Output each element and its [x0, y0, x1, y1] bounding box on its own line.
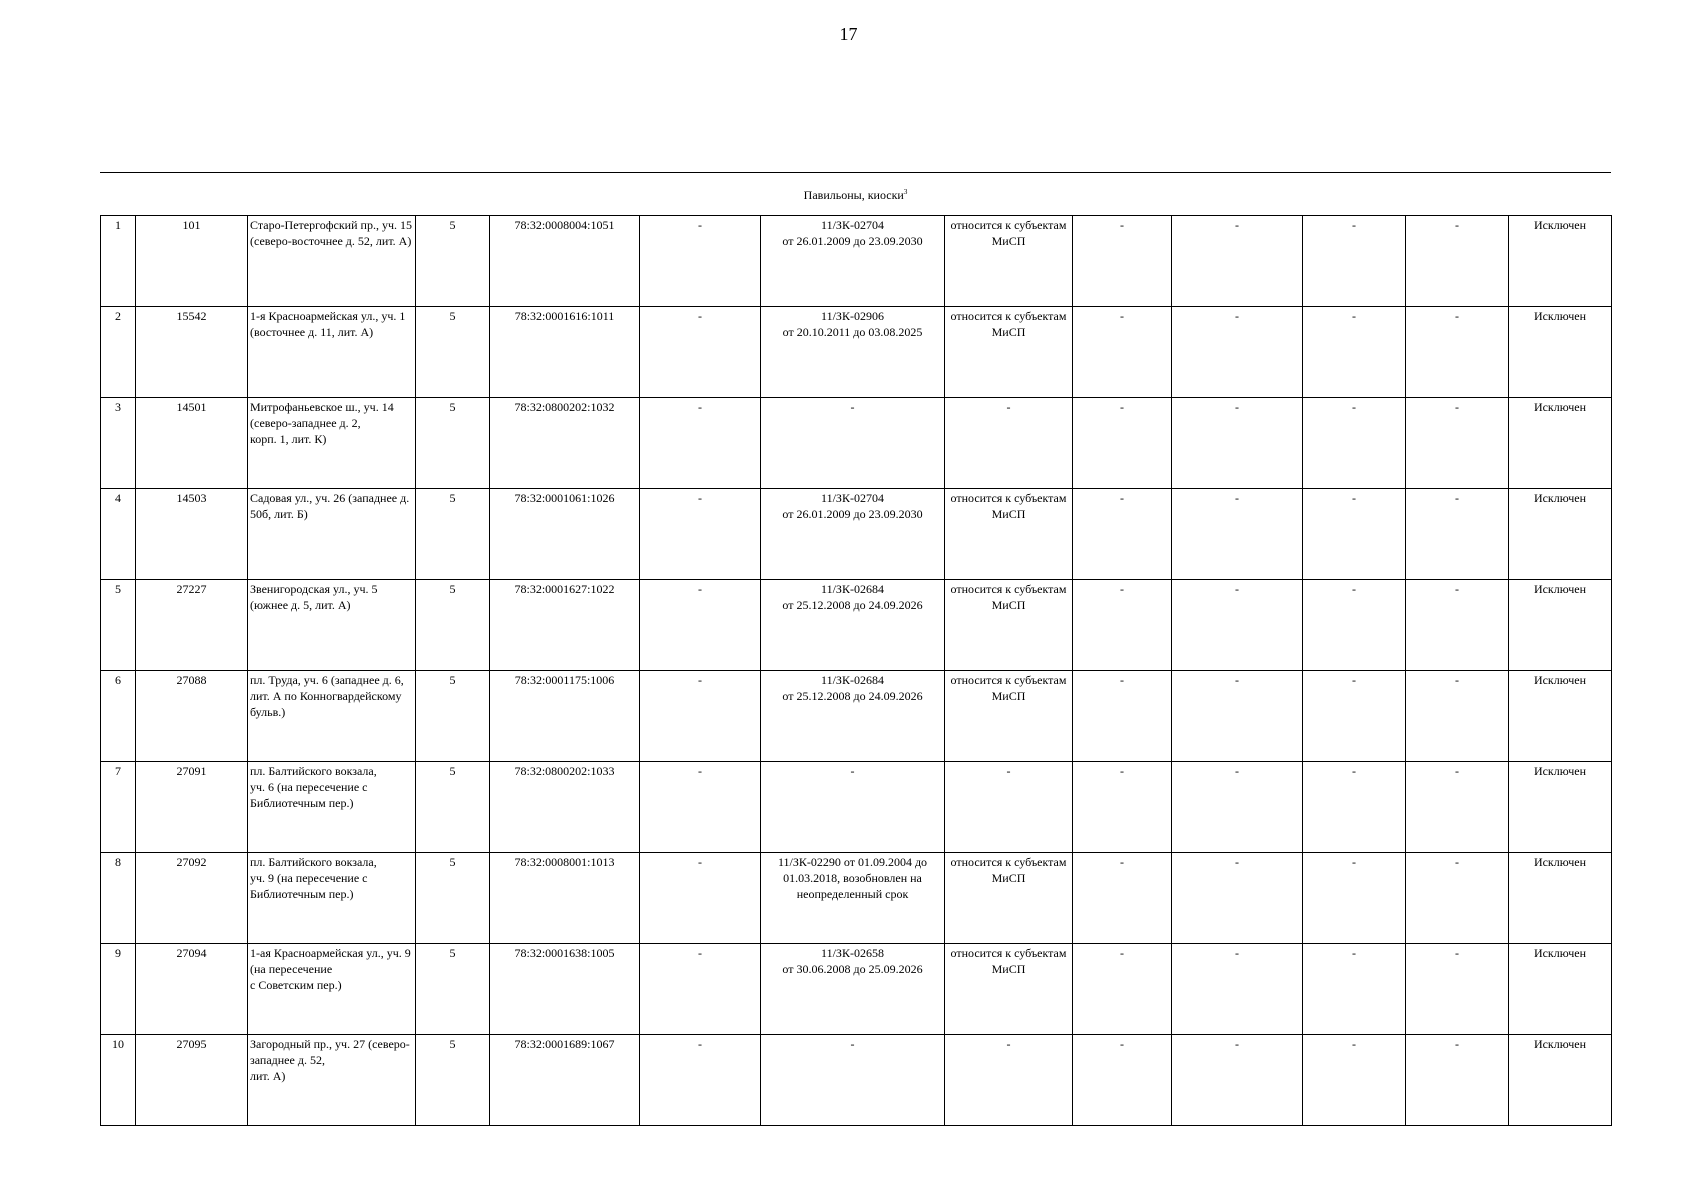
cell-col9: - — [1073, 944, 1172, 1035]
cell-col12: - — [1406, 489, 1509, 580]
cell-object-id: 14503 — [136, 489, 248, 580]
page-number: 17 — [839, 24, 858, 44]
cell-address: пл. Балтийского вокзала, уч. 9 (на пересечение с Библиотечным пер.) — [248, 853, 416, 944]
cell-col11: - — [1303, 671, 1406, 762]
cell-contract: - — [761, 762, 945, 853]
pavilions-table — [100, 215, 1612, 1126]
table-body — [101, 216, 1612, 1126]
cell-cadastral-number: 78:32:0001175:1006 — [490, 671, 640, 762]
cell-row-number: 7 — [101, 762, 136, 853]
cell-col6: - — [640, 580, 761, 671]
cell-col9: - — [1073, 671, 1172, 762]
cell-col12: - — [1406, 216, 1509, 307]
cell-col12: - — [1406, 580, 1509, 671]
cell-object-id: 15542 — [136, 307, 248, 398]
cell-cadastral-number: 78:32:0001689:1067 — [490, 1035, 640, 1126]
cell-col12: - — [1406, 944, 1509, 1035]
cell-col12: - — [1406, 398, 1509, 489]
cell-object-id: 27091 — [136, 762, 248, 853]
table-row — [101, 762, 1612, 853]
cell-col11: - — [1303, 1035, 1406, 1126]
cell-contract: 11/ЗК-02684 от 25.12.2008 до 24.09.2026 — [761, 580, 945, 671]
cell-contract: 11/ЗК-02704 от 26.01.2009 до 23.09.2030 — [761, 216, 945, 307]
cell-col6: - — [640, 762, 761, 853]
cell-col9: - — [1073, 398, 1172, 489]
cell-col12: - — [1406, 762, 1509, 853]
cell-col9: - — [1073, 853, 1172, 944]
cell-object-id: 27227 — [136, 580, 248, 671]
cell-contract: 11/ЗК-02290 от 01.09.2004 до 01.03.2018, возобновлен на неопределенный срок — [761, 853, 945, 944]
cell-status: Исключен — [1509, 580, 1612, 671]
cell-row-number: 9 — [101, 944, 136, 1035]
cell-address: Загородный пр., уч. 27 (северо-западнее д. 52, лит. А) — [248, 1035, 416, 1126]
table-row — [101, 216, 1612, 307]
cell-col10: - — [1172, 944, 1303, 1035]
table-row — [101, 853, 1612, 944]
cell-col6: - — [640, 944, 761, 1035]
cell-contract: 11/ЗК-02906 от 20.10.2011 до 03.08.2025 — [761, 307, 945, 398]
cell-address: Звенигородская ул., уч. 5 (южнее д. 5, лит. А) — [248, 580, 416, 671]
cell-area: 5 — [416, 580, 490, 671]
cell-object-id: 27092 — [136, 853, 248, 944]
cell-status: Исключен — [1509, 1035, 1612, 1126]
cell-col12: - — [1406, 1035, 1509, 1126]
cell-smsp: - — [945, 762, 1073, 853]
cell-col10: - — [1172, 307, 1303, 398]
cell-cadastral-number: 78:32:0008001:1013 — [490, 853, 640, 944]
cell-status: Исключен — [1509, 762, 1612, 853]
cell-area: 5 — [416, 853, 490, 944]
cell-col9: - — [1073, 307, 1172, 398]
cell-row-number: 3 — [101, 398, 136, 489]
cell-col11: - — [1303, 762, 1406, 853]
cell-col6: - — [640, 1035, 761, 1126]
cell-object-id: 27094 — [136, 944, 248, 1035]
cell-smsp: относится к субъектам МиСП — [945, 853, 1073, 944]
cell-cadastral-number: 78:32:0001616:1011 — [490, 307, 640, 398]
cell-smsp: относится к субъектам МиСП — [945, 580, 1073, 671]
table-row — [101, 398, 1612, 489]
cell-cadastral-number: 78:32:0008004:1051 — [490, 216, 640, 307]
cell-cadastral-number: 78:32:0001627:1022 — [490, 580, 640, 671]
cell-col6: - — [640, 216, 761, 307]
cell-col10: - — [1172, 216, 1303, 307]
cell-col10: - — [1172, 762, 1303, 853]
cell-area: 5 — [416, 307, 490, 398]
cell-contract: 11/ЗК-02658 от 30.06.2008 до 25.09.2026 — [761, 944, 945, 1035]
table-row — [101, 489, 1612, 580]
cell-col11: - — [1303, 580, 1406, 671]
cell-address: 1-ая Красноармейская ул., уч. 9 (на пересечение с Советским пер.) — [248, 944, 416, 1035]
cell-row-number: 5 — [101, 580, 136, 671]
cell-smsp: относится к субъектам МиСП — [945, 216, 1073, 307]
cell-smsp: относится к субъектам МиСП — [945, 671, 1073, 762]
cell-col9: - — [1073, 489, 1172, 580]
cell-col6: - — [640, 671, 761, 762]
table-row — [101, 580, 1612, 671]
cell-col9: - — [1073, 580, 1172, 671]
cell-status: Исключен — [1509, 489, 1612, 580]
cell-area: 5 — [416, 762, 490, 853]
cell-col11: - — [1303, 944, 1406, 1035]
cell-smsp: относится к субъектам МиСП — [945, 489, 1073, 580]
table-row — [101, 671, 1612, 762]
table-row — [101, 944, 1612, 1035]
cell-row-number: 6 — [101, 671, 136, 762]
cell-col12: - — [1406, 853, 1509, 944]
cell-status: Исключен — [1509, 853, 1612, 944]
cell-contract: 11/ЗК-02704 от 26.01.2009 до 23.09.2030 — [761, 489, 945, 580]
cell-col6: - — [640, 307, 761, 398]
cell-object-id: 101 — [136, 216, 248, 307]
cell-area: 5 — [416, 216, 490, 307]
cell-col9: - — [1073, 762, 1172, 853]
cell-smsp: относится к субъектам МиСП — [945, 307, 1073, 398]
cell-address: Митрофаньевское ш., уч. 14 (северо-западнее д. 2, корп. 1, лит. К) — [248, 398, 416, 489]
cell-col12: - — [1406, 671, 1509, 762]
cell-col10: - — [1172, 1035, 1303, 1126]
cell-status: Исключен — [1509, 398, 1612, 489]
cell-row-number: 10 — [101, 1035, 136, 1126]
cell-col9: - — [1073, 1035, 1172, 1126]
cell-smsp: - — [945, 398, 1073, 489]
cell-col6: - — [640, 853, 761, 944]
cell-object-id: 27088 — [136, 671, 248, 762]
cell-area: 5 — [416, 398, 490, 489]
cell-status: Исключен — [1509, 216, 1612, 307]
cell-contract: 11/ЗК-02684 от 25.12.2008 до 24.09.2026 — [761, 671, 945, 762]
cell-col11: - — [1303, 489, 1406, 580]
cell-address: 1-я Красноармейская ул., уч. 1 (восточнее д. 11, лит. А) — [248, 307, 416, 398]
cell-object-id: 27095 — [136, 1035, 248, 1126]
cell-col11: - — [1303, 853, 1406, 944]
cell-area: 5 — [416, 944, 490, 1035]
cell-status: Исключен — [1509, 307, 1612, 398]
cell-area: 5 — [416, 671, 490, 762]
cell-address: Старо-Петергофский пр., уч. 15 (северо-восточнее д. 52, лит. А) — [248, 216, 416, 307]
cell-col12: - — [1406, 307, 1509, 398]
cell-col10: - — [1172, 671, 1303, 762]
cell-smsp: относится к субъектам МиСП — [945, 944, 1073, 1035]
cell-col6: - — [640, 398, 761, 489]
cell-cadastral-number: 78:32:0001061:1026 — [490, 489, 640, 580]
table-row — [101, 307, 1612, 398]
cell-contract: - — [761, 398, 945, 489]
top-rule — [100, 172, 1611, 173]
table-row — [101, 1035, 1612, 1126]
cell-status: Исключен — [1509, 944, 1612, 1035]
cell-col6: - — [640, 489, 761, 580]
footnote-mark: 3 — [903, 188, 908, 196]
cell-col10: - — [1172, 580, 1303, 671]
cell-area: 5 — [416, 489, 490, 580]
cell-row-number: 2 — [101, 307, 136, 398]
cell-col10: - — [1172, 398, 1303, 489]
cell-col11: - — [1303, 398, 1406, 489]
cell-address: Садовая ул., уч. 26 (западнее д. 50б, лит. Б) — [248, 489, 416, 580]
cell-col10: - — [1172, 489, 1303, 580]
cell-address: пл. Труда, уч. 6 (западнее д. 6, лит. А по Конногвардейскому бульв.) — [248, 671, 416, 762]
cell-area: 5 — [416, 1035, 490, 1126]
cell-cadastral-number: 78:32:0800202:1032 — [490, 398, 640, 489]
cell-object-id: 14501 — [136, 398, 248, 489]
cell-contract: - — [761, 1035, 945, 1126]
cell-smsp: - — [945, 1035, 1073, 1126]
section-title — [100, 188, 1611, 203]
cell-row-number: 4 — [101, 489, 136, 580]
cell-cadastral-number: 78:32:0001638:1005 — [490, 944, 640, 1035]
cell-col11: - — [1303, 307, 1406, 398]
cell-status: Исключен — [1509, 671, 1612, 762]
cell-row-number: 8 — [101, 853, 136, 944]
cell-col11: - — [1303, 216, 1406, 307]
cell-address: пл. Балтийского вокзала, уч. 6 (на пересечение с Библиотечным пер.) — [248, 762, 416, 853]
section-title-text: Павильоны, киоски — [803, 188, 904, 202]
cell-col9: - — [1073, 216, 1172, 307]
cell-row-number: 1 — [101, 216, 136, 307]
cell-col10: - — [1172, 853, 1303, 944]
cell-cadastral-number: 78:32:0800202:1033 — [490, 762, 640, 853]
